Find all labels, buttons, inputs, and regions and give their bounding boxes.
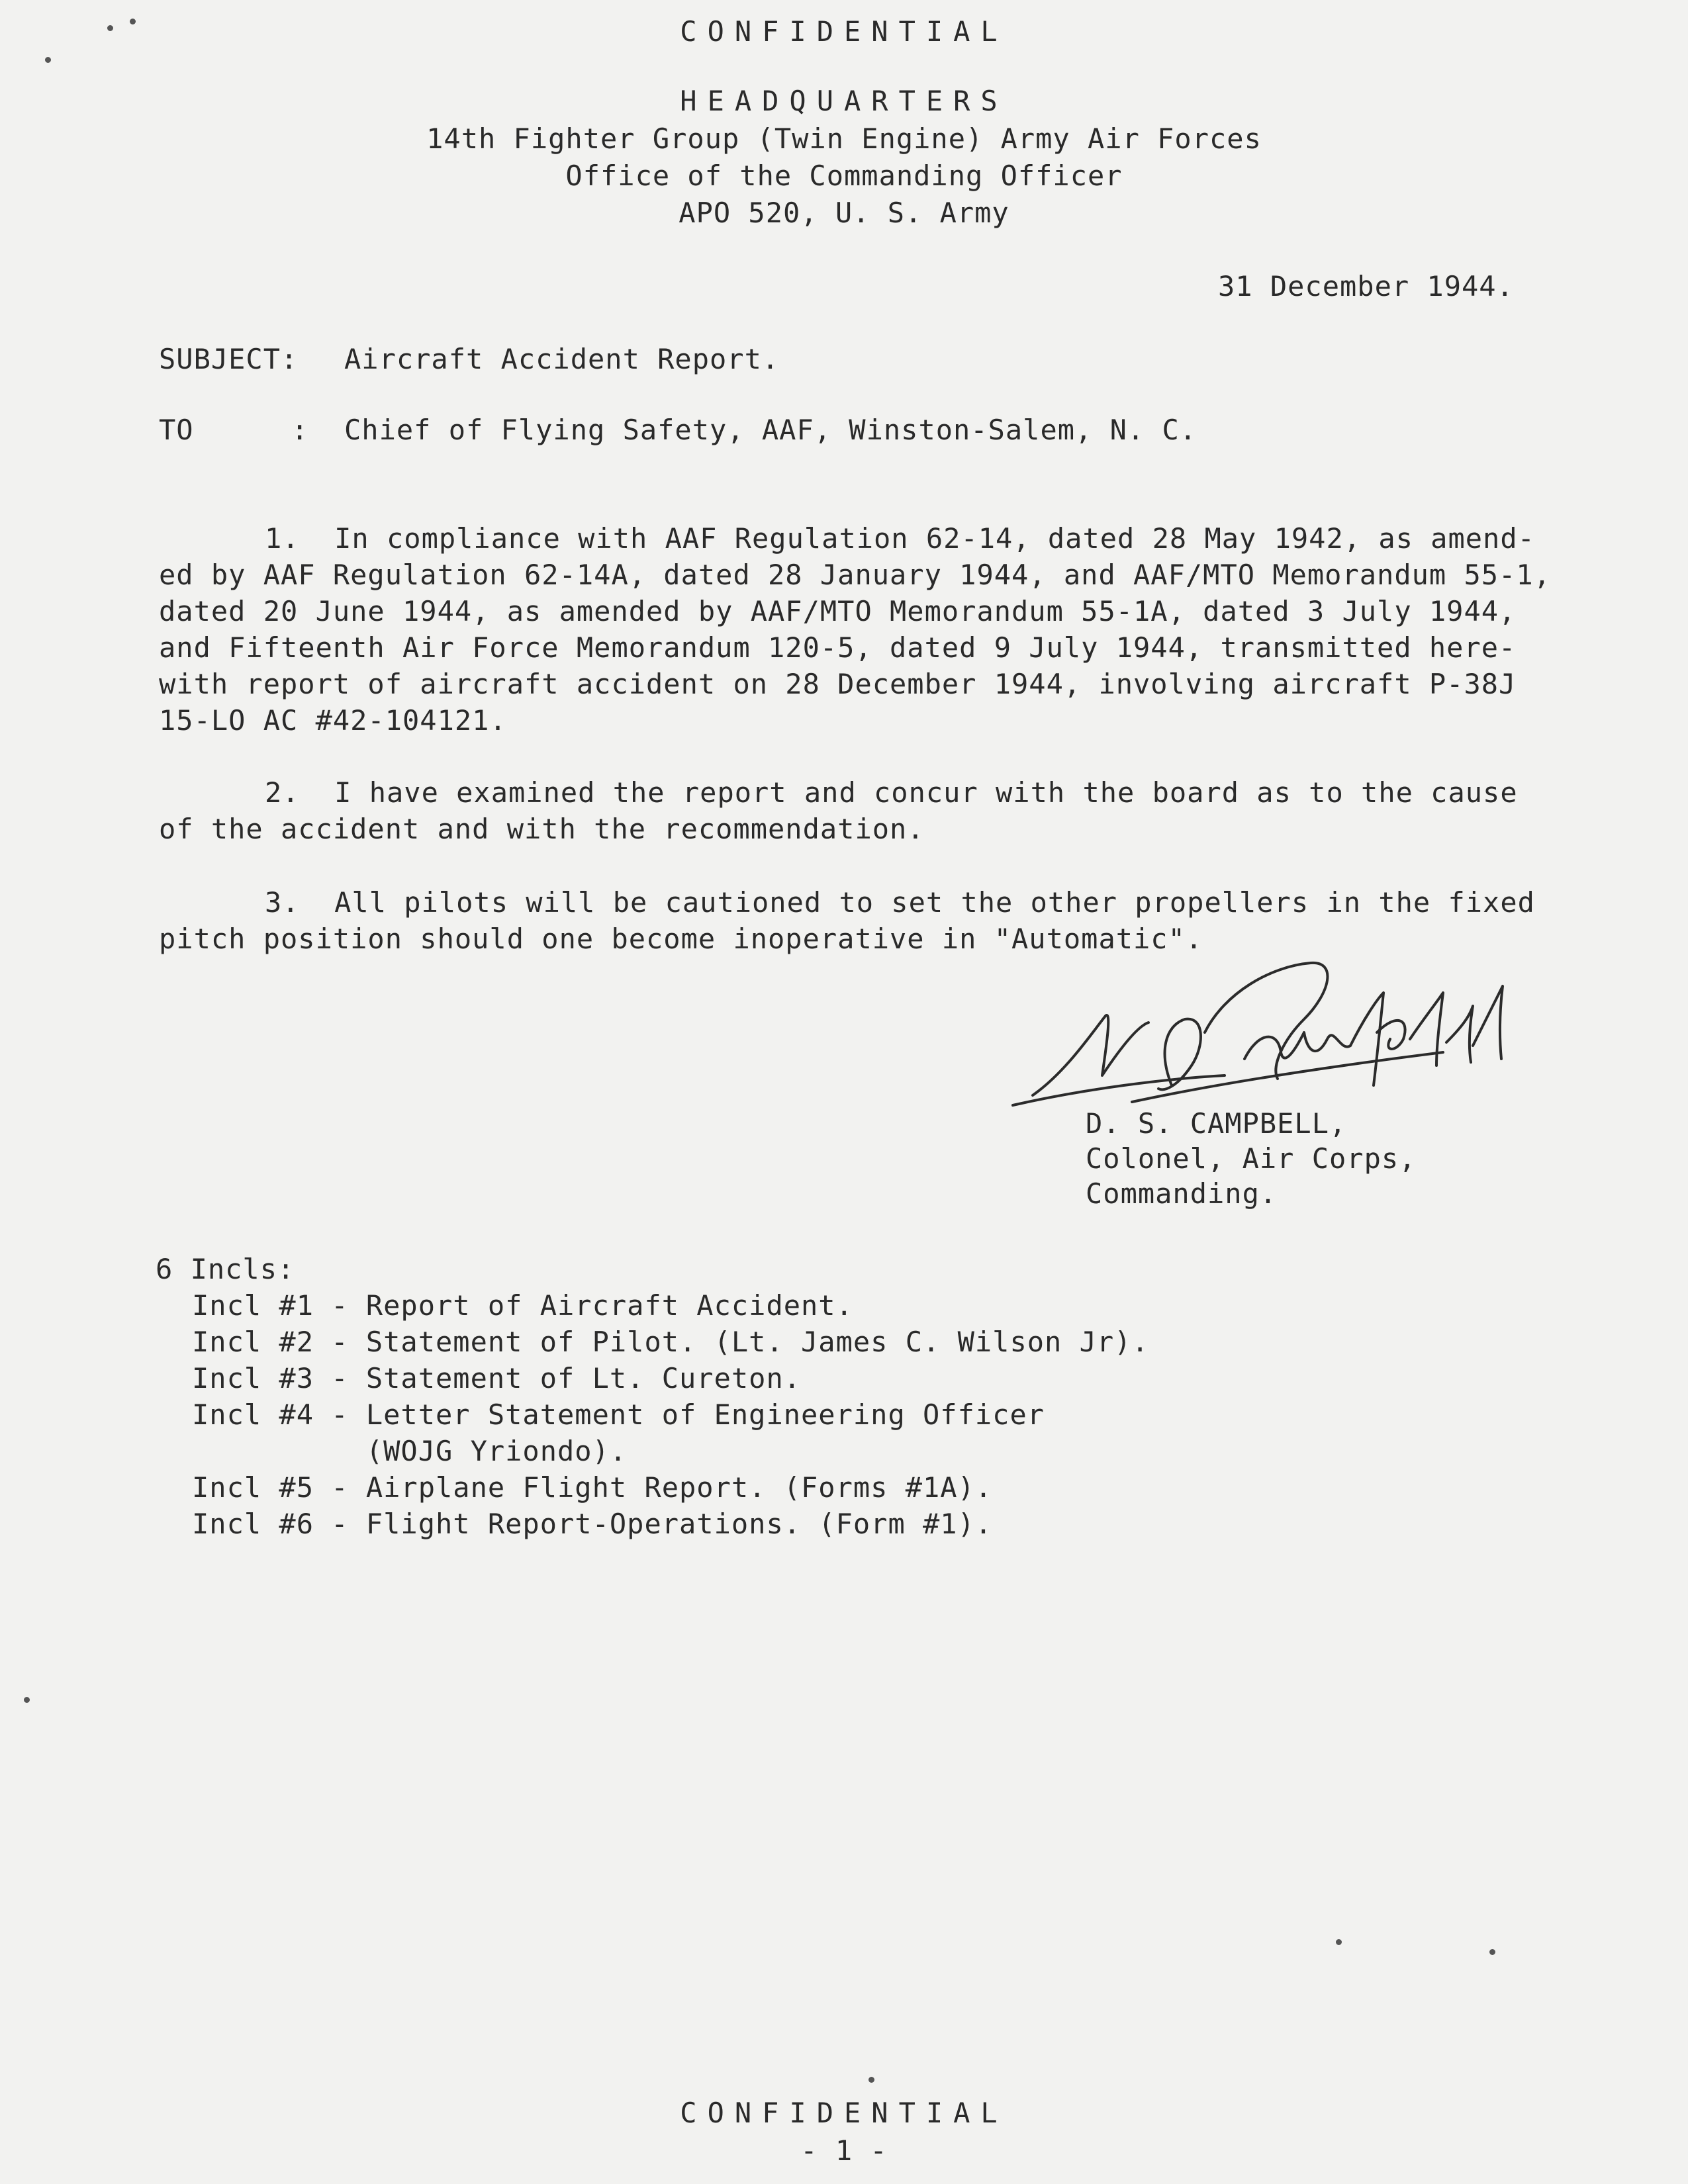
inclosure-item: Incl #3 - Statement of Lt. Cureton.	[192, 1362, 802, 1394]
inclosure-item: Incl #1 - Report of Aircraft Accident.	[192, 1289, 853, 1322]
classification-bottom: CONFIDENTIAL	[680, 2097, 1008, 2129]
scan-speck	[107, 25, 113, 31]
unit-heading: HEADQUARTERS	[680, 85, 1008, 117]
inclosure-item: Incl #4 - Letter Statement of Engineering Officer	[192, 1398, 1045, 1431]
signer-rank: Colonel, Air Corps,	[1086, 1142, 1417, 1175]
paragraph-1-line: dated 20 June 1944, as amended by AAF/MTO Memorandum 55-1A, dated 3 July 1944,	[159, 595, 1517, 627]
to-separator: :	[291, 414, 309, 446]
scan-speck	[130, 19, 136, 24]
scan-speck	[45, 57, 51, 63]
paragraph-3-line: pitch position should one become inoperative in "Automatic".	[159, 923, 1203, 955]
scan-speck	[1336, 1939, 1342, 1945]
inclosure-item: Incl #5 - Airplane Flight Report. (Forms #1A).	[192, 1471, 993, 1504]
handwritten-signature	[1006, 953, 1602, 1125]
paragraph-3-line: 3. All pilots will be cautioned to set the other propellers in the fixed	[265, 886, 1535, 919]
unit-name: 14th Fighter Group (Twin Engine) Army Air Forces	[426, 122, 1262, 155]
inclosure-item: Incl #6 - Flight Report-Operations. (Form #1).	[192, 1508, 993, 1540]
inclosures-heading: 6 Incls:	[156, 1253, 295, 1285]
signer-name: D. S. CAMPBELL,	[1086, 1107, 1347, 1140]
subject-label: SUBJECT:	[159, 343, 299, 375]
inclosure-item: (WOJG Yriondo).	[192, 1435, 628, 1467]
signer-role: Commanding.	[1086, 1177, 1278, 1210]
paragraph-1-line: 15-LO AC #42-104121.	[159, 704, 507, 737]
subject-text: Aircraft Accident Report.	[344, 343, 780, 375]
paragraph-1-line: and Fifteenth Air Force Memorandum 120-5, dated 9 July 1944, transmitted here-	[159, 631, 1517, 664]
letter-date: 31 December 1944.	[1218, 270, 1514, 302]
classification-top: CONFIDENTIAL	[680, 15, 1008, 48]
scan-speck	[1489, 1949, 1495, 1955]
paragraph-1-line: 1. In compliance with AAF Regulation 62-14, dated 28 May 1942, as amend-	[265, 522, 1535, 555]
office-line: Office of the Commanding Officer	[565, 159, 1123, 192]
to-label: TO	[159, 414, 194, 446]
inclosure-item: Incl #2 - Statement of Pilot. (Lt. James C. Wilson Jr).	[192, 1326, 1149, 1358]
page-number: - 1 -	[800, 2134, 888, 2167]
paragraph-1-line: with report of aircraft accident on 28 December 1944, involving aircraft P-38J	[159, 668, 1517, 700]
paragraph-1-line: ed by AAF Regulation 62-14A, dated 28 January 1944, and AAF/MTO Memorandum 55-1,	[159, 559, 1551, 591]
scan-speck	[24, 1697, 30, 1703]
apo-line: APO 520, U. S. Army	[679, 197, 1009, 229]
to-text: Chief of Flying Safety, AAF, Winston-Salem, N. C.	[344, 414, 1197, 446]
scan-speck	[868, 2077, 874, 2083]
paragraph-2-line: of the accident and with the recommendation.	[159, 813, 925, 845]
paragraph-2-line: 2. I have examined the report and concur with the board as to the cause	[265, 776, 1518, 809]
